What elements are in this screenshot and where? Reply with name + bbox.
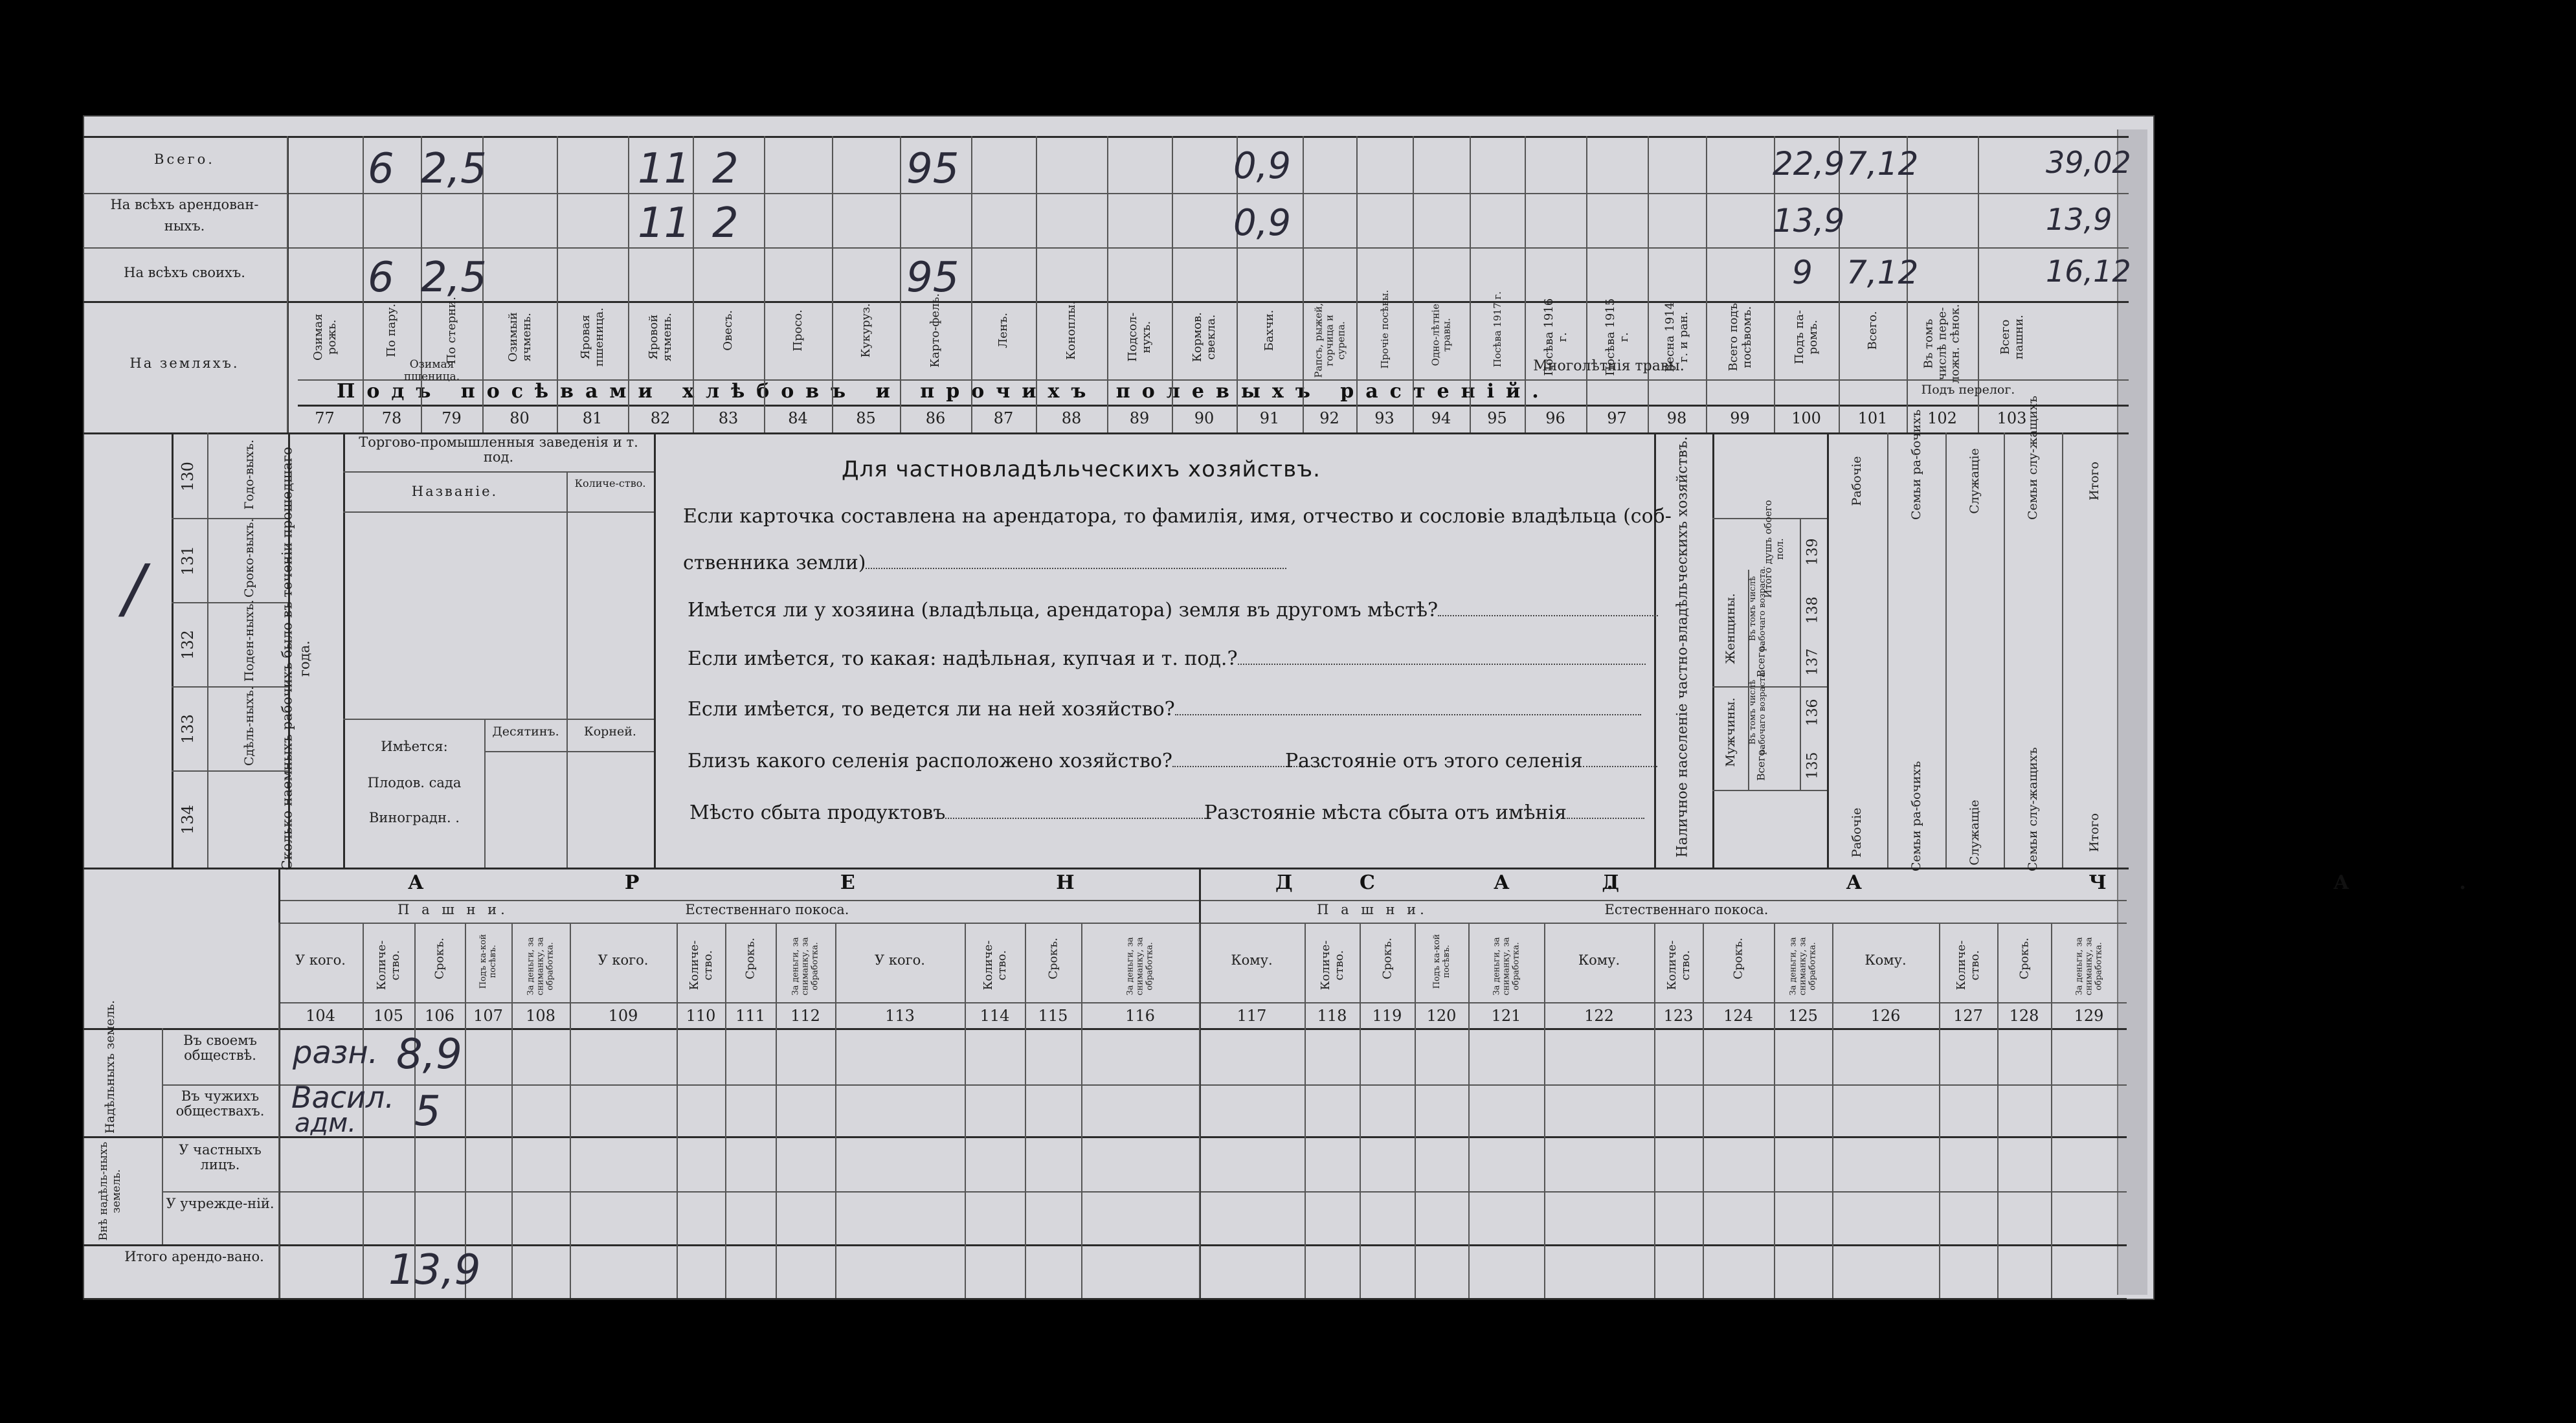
private-line: Разстояніе мѣста сбыта отъ имѣнія (1204, 801, 1644, 824)
bottom-col-header: Количе-ство. (1664, 940, 1692, 991)
crop-header: Посѣва 1915 г. (1603, 298, 1630, 376)
column-number: 83 (718, 409, 739, 427)
row-other-society: Въ чужихъ обществахъ. (175, 1088, 265, 1119)
worker-col-num: 131 (179, 546, 197, 576)
rule (1586, 136, 1587, 432)
bottom-col-header: Количе-ство. (375, 940, 402, 991)
rule (1654, 432, 1656, 868)
rule (1648, 136, 1649, 432)
rule (1832, 923, 1833, 1298)
bottom-col-header: У кого. (295, 952, 346, 968)
column-number: 101 (1857, 409, 1888, 427)
worker-col-num: 134 (179, 805, 197, 835)
column-number: 129 (2074, 1007, 2104, 1025)
worker-col-label: Поден-ныхъ. (242, 599, 256, 682)
rule (83, 247, 2129, 249)
column-number: 82 (650, 409, 671, 427)
group-vne: Внѣ надѣль-ныхъ земель. (97, 1141, 123, 1241)
hw-value: 11 (638, 145, 691, 193)
crop-header: Яровой ячмень. (646, 312, 674, 362)
vineyard-label: Виноградн. . (369, 810, 460, 825)
rule (835, 923, 836, 1298)
column-number: 125 (1788, 1007, 1818, 1025)
name-col: Названіе. (411, 484, 498, 499)
rule (465, 923, 466, 1298)
bottom-col-header: У кого. (875, 952, 925, 968)
rule (363, 136, 364, 432)
rule (1470, 136, 1471, 432)
hw-value: 0,9 (1233, 145, 1292, 187)
hw-value: Васил. (291, 1080, 394, 1115)
column-number: 127 (1953, 1007, 1983, 1025)
hw-value: 2 (712, 199, 739, 247)
rule (162, 1028, 163, 1244)
hw-value: 7,12 (1846, 145, 1919, 183)
bottom-col-header: Количе-ство. (687, 940, 715, 991)
worker-col-num: 130 (179, 462, 197, 491)
column-number: 113 (885, 1007, 915, 1025)
rule (764, 136, 765, 432)
crop-header: Посѣва 1917 г. (1491, 291, 1503, 368)
column-number: 104 (306, 1007, 335, 1025)
hw-value: 95 (906, 145, 959, 193)
column-number: 108 (526, 1007, 555, 1025)
pop-col-num: 138 (1804, 596, 1821, 624)
column-number: 109 (608, 1007, 638, 1025)
crop-header: Яровая пшеница. (578, 307, 606, 367)
bottom-col-header: Количе-ство. (1318, 940, 1346, 991)
crop-header: Овесъ. (721, 309, 735, 351)
column-number: 94 (1431, 409, 1451, 427)
rule (1081, 923, 1082, 1298)
hw-value: 22,9 (1773, 145, 1845, 183)
bottom-col-header: Подъ ка-кой посѣвъ. (478, 934, 498, 989)
bottom-col-header: Срокъ. (2017, 937, 2031, 980)
rule (2062, 432, 2063, 868)
crop-header: Подсол-нухъ. (1125, 312, 1153, 362)
column-number: 122 (1584, 1007, 1614, 1025)
rule (566, 471, 568, 868)
crop-header: Всего подъ посѣвомъ. (1726, 303, 1753, 372)
rule (343, 471, 654, 473)
bottom-col-header: За деньги, за сниманку, за обработка. (526, 937, 555, 996)
hw-value: 95 (906, 254, 959, 302)
pop-col-num: 135 (1804, 752, 1821, 779)
private-line: Если карточка составлена на арендатора, то фамилія, имя, отчество и сословіе владѣльца (соб- (683, 505, 1672, 528)
private-line: Имѣется ли у хозяина (владѣльца, арендатора) земля въ другомъ мѣстѣ? (688, 599, 1658, 622)
rule (2051, 923, 2052, 1298)
group-nadel: Надѣльныхъ земель. (103, 1000, 117, 1134)
column-number: 111 (735, 1007, 765, 1025)
rule (654, 432, 656, 868)
bottom-col-header: За деньги, за сниманку, за обработка. (1788, 937, 1818, 996)
rule (1199, 923, 1200, 1298)
rule (1544, 923, 1545, 1298)
crop-header: Просо. (790, 309, 805, 352)
qty-col: Количе-ство. (574, 477, 646, 489)
column-number: 120 (1426, 1007, 1457, 1025)
column-number: 106 (425, 1007, 454, 1025)
rule (1939, 923, 1940, 1298)
column-number: 105 (374, 1007, 403, 1025)
rule (1712, 432, 1714, 868)
column-number: 123 (1663, 1007, 1694, 1025)
row-label-rented: На всѣхъ арендован- (110, 197, 259, 212)
crop-header: Одно-лѣтніе травы. (1429, 304, 1453, 366)
rule (677, 923, 678, 1298)
worker-col-label: Годо-выхъ. (242, 439, 256, 510)
rule (83, 1298, 2127, 1300)
bottom-col-header: За деньги, за сниманку, за обработка. (1125, 937, 1155, 996)
subheader-winter-wheat: Озимая пшеница. (403, 358, 460, 383)
crop-header: Весна 1914 г. и ран. (1663, 302, 1690, 372)
total-both-label: Итого душъ обоего пол. (1762, 500, 1786, 598)
rule (484, 751, 654, 752)
pop-col-num: 136 (1804, 699, 1821, 726)
column-number: 102 (1927, 409, 1957, 427)
hw-value: 13,9 (2046, 202, 2112, 237)
hw-value: 6 (368, 254, 394, 302)
crop-header: Озимая рожь. (311, 313, 338, 361)
bottom-col-header: Подъ ка-кой посѣвъ. (1431, 934, 1451, 989)
crop-header: Кормов. свекла. (1190, 312, 1218, 363)
bottom-col-header: Срокъ. (743, 937, 757, 980)
rule (343, 511, 654, 513)
crop-header: Въ томъ числѣ пере-ложн. сѣнок. (1921, 304, 1962, 384)
rule (83, 193, 2129, 194)
workers-title: Сколько наемныхъ рабочихъ было въ теченіи прошедшаго года. (279, 447, 313, 871)
rule (83, 136, 2129, 138)
hw-value: 2,5 (421, 145, 487, 193)
rule (1997, 923, 1999, 1298)
rule (1025, 923, 1026, 1298)
rule (1774, 923, 1775, 1298)
rule (172, 432, 174, 868)
men-label: Мужчины. (1723, 697, 1738, 767)
rule (1413, 136, 1414, 432)
rule (298, 405, 2129, 407)
rule (172, 602, 288, 603)
right-col-top: Служащіе (1967, 448, 1982, 514)
rule (832, 136, 833, 432)
crop-header: Кукуруз. (858, 303, 873, 358)
right-col-top: Рабочіе (1850, 456, 1864, 506)
crop-header: Рапсъ, рыжей, горчица и сурепа. (1312, 303, 1347, 378)
rule (287, 136, 288, 432)
women-label: Женщины. (1723, 593, 1738, 664)
rule (1305, 923, 1306, 1298)
bottom-col-header: За деньги, за сниманку, за обработка. (790, 937, 820, 996)
roots-col: Корней. (584, 724, 636, 739)
bottom-col-header: Количе-ство. (1954, 940, 1982, 991)
right-col-bottom: Семьи ра-бочихъ (1909, 761, 1923, 871)
column-number: 118 (1317, 1007, 1347, 1025)
pop-col-num: 139 (1804, 538, 1821, 566)
hw-value: разн. (293, 1035, 379, 1071)
hw-value: 5 (414, 1088, 441, 1136)
private-line: Если имѣется, то какая: надѣльная, купчая и т. под.? (688, 647, 1646, 670)
column-number: 77 (315, 409, 335, 427)
sdacha-banner: С Д А Ч А. (1360, 871, 2576, 894)
crop-header: Подъ па-ромъ. (1792, 309, 1820, 364)
rule (343, 432, 345, 868)
column-number: 128 (2009, 1007, 2039, 1025)
trade-title: Торгово-промышленныя заведенія и т. под. (359, 434, 638, 465)
rule (1703, 923, 1704, 1298)
rule (1036, 136, 1037, 432)
rule (1887, 432, 1888, 868)
column-number: 110 (686, 1007, 716, 1025)
worker-col-label: Сроко-выхъ. (242, 518, 256, 598)
subheader-fallow: Подъ перелог. (1921, 383, 2015, 397)
bottom-col-header: Кому. (1231, 952, 1273, 968)
worker-col-num: 132 (179, 630, 197, 660)
rule (628, 136, 629, 432)
rule (1654, 923, 1655, 1298)
rule (172, 770, 288, 772)
rule (1945, 432, 1947, 868)
column-number: 117 (1237, 1007, 1267, 1025)
rule (1800, 518, 1801, 790)
column-number: 88 (1061, 409, 1082, 427)
crop-header: Всего. (1865, 311, 1879, 350)
rule (1107, 136, 1108, 432)
worker-col-num: 133 (179, 714, 197, 744)
private-line: ственника земли) (683, 552, 1286, 574)
hw-value: 13,9 (1773, 202, 1845, 240)
column-number: 107 (473, 1007, 503, 1025)
rule (1827, 432, 1829, 868)
column-number: 100 (1791, 409, 1821, 427)
column-number: 85 (856, 409, 876, 427)
rule (278, 923, 2127, 924)
men-working-age-label: Въ томъ числѣ рабочаго возраста. (1748, 669, 1767, 755)
crop-header: Коноплы. (1064, 300, 1079, 360)
rule (725, 923, 726, 1298)
column-number: 98 (1666, 409, 1687, 427)
bottom-col-header: За деньги, за сниманку, за обработка. (2074, 937, 2103, 996)
column-number: 79 (442, 409, 462, 427)
rule (207, 432, 208, 868)
arenda-pashni: П а ш н и. (398, 902, 509, 917)
rule (1360, 923, 1361, 1298)
column-number: 93 (1374, 409, 1394, 427)
bottom-col-header: Количе-ство. (981, 940, 1009, 991)
rule (1712, 790, 1827, 791)
column-number: 112 (790, 1007, 820, 1025)
sdacha-pokos: Естественнаго покоса. (1604, 902, 1769, 917)
rule (570, 923, 571, 1298)
hw-value: 16,12 (2046, 254, 2131, 289)
column-number: 114 (980, 1007, 1010, 1025)
column-number: 89 (1129, 409, 1150, 427)
row-label-rented-cont: ныхъ. (164, 218, 205, 234)
sdacha-pashni: П а ш н и. (1317, 902, 1428, 917)
column-number: 92 (1319, 409, 1339, 427)
row-label-lands: На земляхъ. (129, 355, 240, 371)
crop-header: Бахчи. (1262, 309, 1277, 352)
rule (1303, 136, 1304, 432)
has-label: Имѣется: (381, 739, 448, 754)
private-line: Если имѣется, то ведется ли на ней хозяйство? (688, 698, 1641, 721)
column-number: 81 (582, 409, 603, 427)
rule (172, 518, 288, 519)
bottom-col-header: Кому. (1578, 952, 1620, 968)
right-col-top: Семьи ра-бочихъ (1909, 409, 1923, 520)
hw-value: 7,12 (1846, 254, 1919, 291)
crop-header: Карто-фель. (928, 293, 943, 368)
rule (511, 923, 513, 1298)
crop-header: По пару. (385, 303, 399, 357)
rule (693, 136, 694, 432)
column-number: 86 (925, 409, 946, 427)
column-number: 90 (1194, 409, 1215, 427)
hw-value: 11 (638, 199, 691, 247)
hw-value: 13,9 (388, 1246, 481, 1294)
rule (1468, 923, 1470, 1298)
arenda-banner: А Р Е Н Д А. (408, 871, 1710, 894)
column-number: 78 (381, 409, 402, 427)
crop-header: По стерни. (444, 297, 458, 364)
bottom-col-header: Кому. (1865, 952, 1907, 968)
bottom-col-header: У кого. (598, 952, 649, 968)
private-line: Разстояніе отъ этого селенія (1285, 750, 1657, 772)
crop-header: Посѣва 1916 г. (1541, 298, 1569, 376)
rule (1356, 136, 1358, 432)
hw-value: 6 (368, 145, 394, 193)
column-number: 87 (993, 409, 1014, 427)
crops-banner: Подъ посѣвами хлѣбовъ и прочихъ полевыхъ растеній. (337, 380, 1551, 403)
row-institutions: У учрежде-ній. (166, 1196, 274, 1211)
right-col-top: Семьи слу-жащихъ (2026, 396, 2040, 520)
column-number: 103 (1997, 409, 2027, 427)
column-number: 116 (1125, 1007, 1155, 1025)
rule (343, 719, 654, 720)
rule (776, 923, 777, 1298)
hw-value: 8,9 (396, 1031, 462, 1079)
private-line: Близъ какого селенія расположено хозяйство? (688, 750, 1328, 772)
rule (900, 136, 901, 432)
column-number: 95 (1487, 409, 1507, 427)
rule (1706, 136, 1707, 432)
hw-value: 2 (712, 145, 739, 193)
rule (278, 923, 280, 1298)
column-number: 97 (1607, 409, 1627, 427)
bottom-col-header: Срокъ. (1046, 937, 1060, 980)
women-total-label: Всего. (1754, 642, 1767, 678)
worker-col-label: Сдѣль-ныхъ. (242, 686, 256, 766)
desyatin-col: Десятинъ. (492, 724, 559, 739)
rule (971, 136, 972, 432)
row-total-rented: Итого арендо-вано. (124, 1249, 264, 1264)
rule (83, 1028, 2127, 1030)
bottom-col-header: Срокъ. (1380, 937, 1394, 980)
row-label-total: Всего. (154, 151, 215, 167)
private-title: Для частновладѣльческихъ хозяйствъ. (842, 456, 1321, 482)
women-working-age-label: Въ томъ числѣ рабочаго возраста. (1748, 566, 1767, 651)
rule (557, 136, 558, 432)
hw-value: 2,5 (421, 254, 487, 302)
rule (1415, 923, 1416, 1298)
hw-value: 0,9 (1233, 202, 1292, 244)
men-total-label: Всего. (1754, 746, 1767, 781)
hw-value: 9 (1792, 254, 1813, 291)
column-number: 115 (1038, 1007, 1068, 1025)
column-number: 96 (1545, 409, 1565, 427)
row-private-persons: У частныхъ лицъ. (179, 1142, 262, 1173)
bottom-col-header: Срокъ. (432, 937, 447, 980)
hw-value: адм. (295, 1108, 357, 1138)
pop-col-num: 137 (1804, 648, 1821, 676)
hw-mark: / (123, 550, 145, 626)
rule (278, 900, 2127, 901)
crop-header: Озимый ячмень. (506, 312, 533, 363)
rule (2004, 432, 2005, 868)
column-number: 84 (788, 409, 808, 427)
right-col-bottom: Рабочіе (1850, 807, 1864, 858)
rule (83, 868, 2129, 869)
right-col-top: Итого (2087, 462, 2101, 500)
rule (1172, 136, 1173, 432)
orchard-label: Плодов. сада (367, 775, 462, 790)
rule (1525, 136, 1526, 432)
right-col-bottom: Служащіе (1967, 800, 1982, 866)
row-label-own: На всѣхъ своихъ. (124, 265, 245, 280)
population-title: Наличное населеніе частно-владѣльческихъ хозяйствъ. (1674, 436, 1691, 858)
rule (965, 923, 966, 1298)
rule (278, 1002, 2127, 1003)
column-number: 124 (1723, 1007, 1753, 1025)
rule (484, 719, 486, 868)
crop-header: Ленъ. (996, 312, 1011, 348)
column-number: 119 (1372, 1007, 1402, 1025)
bottom-col-header: Срокъ. (1731, 937, 1745, 980)
column-number: 126 (1870, 1007, 1901, 1025)
column-number: 121 (1491, 1007, 1521, 1025)
hw-value: 39,02 (2046, 145, 2131, 180)
crop-header: Прочіе посѣвы. (1378, 289, 1391, 369)
right-col-bottom: Итого (2087, 813, 2101, 852)
rule (83, 1136, 2127, 1138)
crop-header: Всего пашни. (1998, 315, 2025, 360)
column-number: 80 (510, 409, 530, 427)
private-line: Мѣсто сбыта продуктовъ (689, 801, 1211, 824)
page-edge (2117, 129, 2147, 1295)
right-col-bottom: Семьи слу-жащихъ (2026, 747, 2040, 871)
row-own-society: Въ своемъ обществѣ. (183, 1033, 257, 1064)
rule (172, 686, 288, 688)
column-number: 99 (1730, 409, 1750, 427)
arenda-pokos: Естественнаго покоса. (685, 902, 849, 917)
column-number: 91 (1259, 409, 1280, 427)
bottom-col-header: За деньги, за сниманку, за обработка. (1492, 937, 1521, 996)
subheader-perennial: Многолѣтнія травы. (1533, 358, 1685, 374)
